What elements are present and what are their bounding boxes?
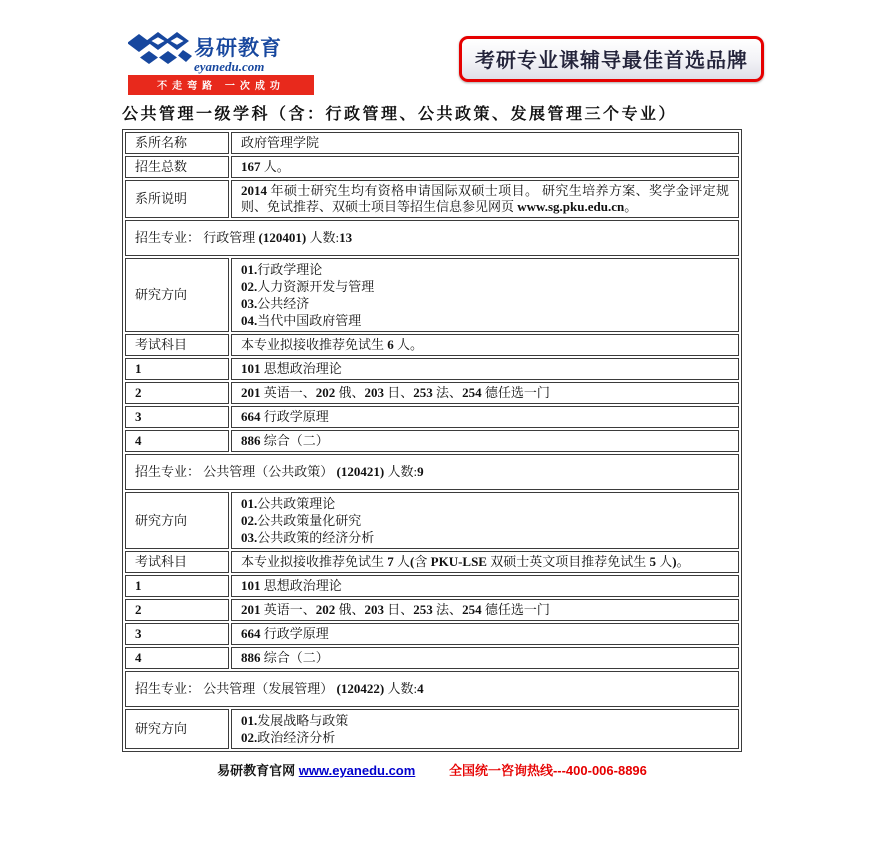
row-label-cell: 2: [125, 599, 229, 621]
direction-line: 02.政治经济分析: [241, 730, 336, 745]
row-label-cell: 2: [125, 382, 229, 404]
table-row: [125, 492, 739, 549]
row-value-cell: 167 人。: [231, 156, 739, 178]
row-value-cell: 101 思想政治理论: [231, 575, 739, 597]
footer: [122, 760, 742, 779]
row-label-cell: 3: [125, 406, 229, 428]
row-value-cell: 201 英语一、202 俄、203 日、253 法、254 德任选一门: [231, 599, 739, 621]
table-row: [125, 575, 739, 597]
row-label-cell: 1: [125, 575, 229, 597]
direction-line: 01.行政学理论: [241, 262, 323, 277]
footer-hotline: 全国统一咨询热线---400-006-8896: [448, 763, 647, 778]
direction-line: 02.人力资源开发与管理: [241, 279, 375, 294]
footer-site-link[interactable]: www.eyanedu.com: [298, 763, 416, 778]
row-value-cell: [231, 709, 739, 749]
table-row: [125, 180, 739, 218]
row-value-cell: 101 思想政治理论: [231, 358, 739, 380]
brand-name: 易研教育: [194, 37, 282, 60]
brand-url: eyanedu.com: [194, 59, 265, 74]
table-row: [125, 156, 739, 178]
row-value-cell: 886 综合（二）: [231, 430, 739, 452]
direction-line: 03.公共政策的经济分析: [241, 530, 375, 545]
row-value-cell: 664 行政学原理: [231, 623, 739, 645]
table-row: [125, 406, 739, 428]
footer-site-label: 易研教育官网: [217, 763, 296, 778]
table-row: [125, 599, 739, 621]
row-label-cell: 考试科目: [125, 334, 229, 356]
table-row: [125, 258, 739, 332]
direction-line: 03.公共经济: [241, 296, 310, 311]
direction-line: 02.公共政策量化研究: [241, 513, 362, 528]
section-cell: 招生专业： 公共管理（公共政策） (120421) 人数:9: [125, 454, 739, 490]
row-value-cell: 政府管理学院: [231, 132, 739, 154]
slogan-banner-text: 考研专业课辅导最佳首选品牌: [475, 50, 748, 72]
table-row: [125, 334, 739, 356]
row-label-cell: 研究方向: [125, 709, 229, 749]
page-title: 公共管理一级学科（含：行政管理、公共政策、发展管理三个专业）: [122, 106, 678, 123]
row-value-cell: 本专业拟接收推荐免试生 7 人(含 PKU-LSE 双硕士英文项目推荐免试生 5 人)。: [231, 551, 739, 573]
header: [122, 30, 748, 92]
row-label-cell: 考试科目: [125, 551, 229, 573]
table-row: [125, 430, 739, 452]
row-value-cell: 886 综合（二）: [231, 647, 739, 669]
table-row: [125, 709, 739, 749]
direction-line: 01.公共政策理论: [241, 496, 336, 511]
row-value-cell: [231, 258, 739, 332]
admissions-table-body: [125, 132, 739, 749]
section-row: [125, 671, 739, 707]
table-row: [125, 358, 739, 380]
row-label-cell: 系所说明: [125, 180, 229, 218]
row-value-cell: [231, 492, 739, 549]
section-row: [125, 454, 739, 490]
direction-line: 01.发展战略与政策: [241, 713, 349, 728]
row-label-cell: 招生总数: [125, 156, 229, 178]
logo-slogan: 不走弯路 一次成功: [128, 75, 314, 95]
eyanedu-logo: [128, 30, 314, 95]
table-row: [125, 623, 739, 645]
row-value-cell: 2014 年硕士研究生均有资格申请国际双硕士项目。 研究生培养方案、奖学金评定规则、免试推荐、双硕士项目等招生信息参见网页 www.sg.pku.edu.cn。: [231, 180, 739, 218]
row-label-cell: 4: [125, 430, 229, 452]
table-row: [125, 647, 739, 669]
row-label-cell: 研究方向: [125, 492, 229, 549]
section-cell: 招生专业： 公共管理（发展管理） (120422) 人数:4: [125, 671, 739, 707]
table-row: [125, 132, 739, 154]
direction-line: 04.当代中国政府管理: [241, 313, 362, 328]
row-label-cell: 3: [125, 623, 229, 645]
section-cell: 招生专业： 行政管理 (120401) 人数:13: [125, 220, 739, 256]
row-label-cell: 4: [125, 647, 229, 669]
row-label-cell: 系所名称: [125, 132, 229, 154]
row-value-cell: 本专业拟接收推荐免试生 6 人。: [231, 334, 739, 356]
table-row: [125, 551, 739, 573]
table-row: [125, 382, 739, 404]
row-label-cell: 1: [125, 358, 229, 380]
admissions-table: [122, 129, 742, 752]
logo-text: [194, 38, 282, 73]
row-value-cell: 201 英语一、202 俄、203 日、253 法、254 德任选一门: [231, 382, 739, 404]
row-label-cell: 研究方向: [125, 258, 229, 332]
section-row: [125, 220, 739, 256]
row-value-cell: 664 行政学原理: [231, 406, 739, 428]
logo-diamonds-icon: [128, 30, 192, 73]
slogan-banner: [459, 36, 764, 82]
